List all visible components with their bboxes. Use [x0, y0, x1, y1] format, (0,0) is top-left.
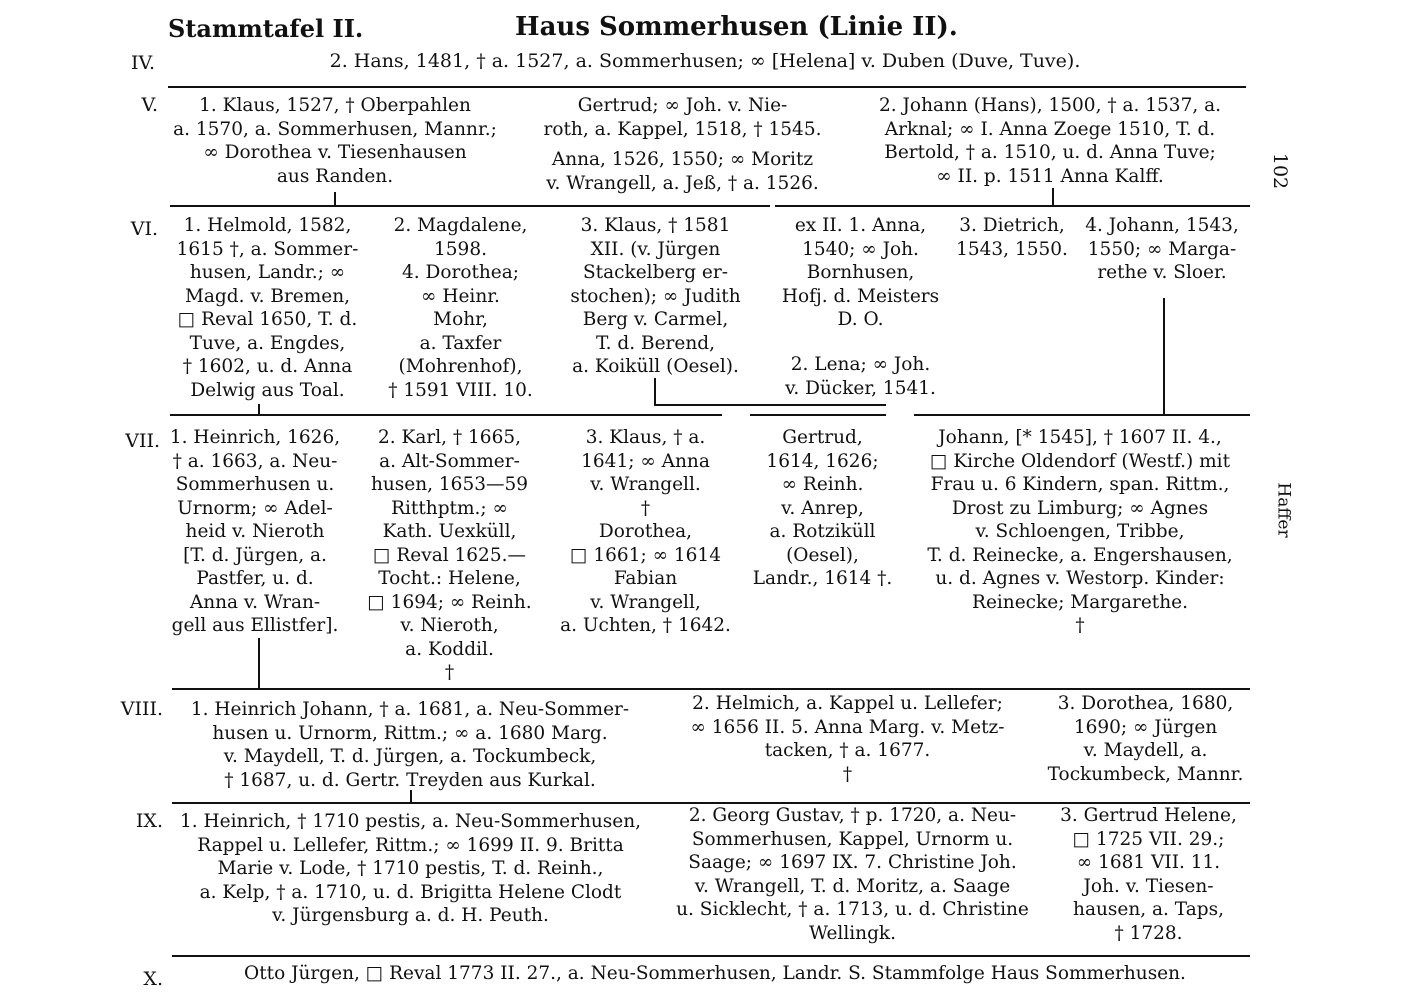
entry-ix-heinrich: 1. Heinrich, † 1710 pestis, a. Neu-Sommerhusen, Rappel u. Lellefer, Rittm.; ∞ 1699 II. 9. Britta Marie v. Lode, † 1710 pestis, T. d. Reinh., a. Kelp, † a. 1710, u. d. Brigitta Helene Clodt v. Jürgensburg a. d. H. Peuth.: [179, 811, 642, 926]
bracket-vii-heinrich: [172, 688, 1250, 690]
entry-viii-heinrich-johann: 1. Heinrich Johann, † a. 1681, a. Neu-Sommer- husen u. Urnorm, Rittm.; ∞ a. 1680 Marg. v. Maydell, T. d. Jürgen, a. Tockumbeck, † 1687, u. d. Gertr. Treyden aus Kurkal.: [190, 699, 630, 791]
bracket-v-klaus: [170, 205, 770, 207]
generation-label-iv: IV.: [131, 52, 155, 74]
entry-vi-anna: ex II. 1. Anna, 1540; ∞ Joh. Bornhusen, Hofj. d. Meisters D. O.: [781, 215, 940, 330]
entry-vii-karl: 2. Karl, † 1665, a. Alt-Sommer- husen, 1653—59 Ritthptm.; ∞ Kath. Uexküll, □ Reval 1625.— Tocht.: Helene, □ 1694; ∞ Reinh. v. Nieroth, a. Koddil. †: [367, 427, 532, 683]
entry-v-anna: Anna, 1526, 1550; ∞ Moritz v. Wrangell, a. Jeß, † a. 1526.: [546, 149, 819, 194]
connector-v-klaus: [334, 192, 336, 206]
entry-vi-lena: 2. Lena; ∞ Joh. v. Dücker, 1541.: [785, 354, 936, 399]
generation-label-ix: IX.: [135, 810, 163, 832]
bracket-vi-johann: [914, 414, 1250, 416]
entry-vi-magdalene: 2. Magdalene, 1598. 4. Dorothea; ∞ Heinr. Mohr, a. Taxfer (Mohrenhof), † 1591 VIII. 10.: [388, 215, 533, 401]
entry-iv-hans: 2. Hans, 1481, † a. 1527, a. Sommerhusen; ∞ [Helena] v. Duben (Duve, Tuve).: [329, 50, 1081, 72]
entry-vii-klaus: 3. Klaus, † a. 1641; ∞ Anna v. Wrangell. † Dorothea, □ 1661; ∞ 1614 Fabian v. Wrangell, a. Uchten, † 1642.: [560, 427, 731, 636]
generation-label-vi: VI.: [130, 218, 158, 240]
bracket-vi-helmold: [170, 414, 722, 416]
entry-vi-dietrich: 3. Dietrich, 1543, 1550.: [956, 215, 1068, 260]
entry-viii-helmich: 2. Helmich, a. Kappel u. Lellefer; ∞ 1656 II. 5. Anna Marg. v. Metz- tacken, † a. 1677. †: [690, 693, 1005, 785]
entry-vi-johann: 4. Johann, 1543, 1550; ∞ Marga- rethe v. Sloer.: [1085, 215, 1239, 283]
entry-ix-georg-gustav: 2. Georg Gustav, † p. 1720, a. Neu- Sommerhusen, Kappel, Urnorm u. Saage; ∞ 1697 IX. 7. Christine Joh. v. Wrangell, T. d. Moritz, a. Saage u. Sicklecht, † a. 1713, u. d. Christine Wellingk.: [676, 805, 1029, 944]
entry-ix-gertrud-helene: 3. Gertrud Helene, □ 1725 VII. 29.; ∞ 1681 VII. 11. Joh. v. Tiesen- hausen, a. Taps, † 1728.: [1060, 805, 1237, 944]
generation-label-viii: VIII.: [120, 698, 163, 720]
entry-v-klaus: 1. Klaus, 1527, † Oberpahlen a. 1570, a. Sommerhusen, Mannr.; ∞ Dorothea v. Tiesenhausen aus Randen.: [173, 95, 497, 187]
entry-vii-heinrich: 1. Heinrich, 1626, † a. 1663, a. Neu- Sommerhusen u. Urnorm; ∞ Adel- heid v. Nieroth [T. d. Jürgen, a. Pastfer, u. d. Anna v. Wran- gell aus Ellistfer].: [169, 427, 341, 636]
entry-v-johann: 2. Johann (Hans), 1500, † a. 1537, a. Arknal; ∞ I. Anna Zoege 1510, T. d. Bertold, † a. 1510, u. d. Anna Tuve; ∞ II. p. 1511 Anna Kalff.: [878, 95, 1222, 187]
table-label: Stammtafel II.: [168, 14, 364, 43]
connector-vii-heinrich: [258, 638, 260, 688]
generation-label-x: X.: [143, 968, 163, 990]
generation-label-vii: VII.: [125, 430, 160, 452]
bracket-vi-klaus: [654, 404, 886, 406]
connector-vi-klaus: [654, 378, 656, 404]
entry-v-gertrud: Gertrud; ∞ Joh. v. Nie- roth, a. Kappel, 1518, † 1545.: [543, 95, 822, 140]
entry-viii-dorothea: 3. Dorothea, 1680, 1690; ∞ Jürgen v. Maydell, a. Tockumbeck, Mannr.: [1047, 693, 1244, 785]
page-title: Haus Sommerhusen (Linie II).: [515, 12, 958, 42]
connector-viii-heinrich-johann: [410, 790, 412, 802]
entry-vi-klaus: 3. Klaus, † 1581 XII. (v. Jürgen Stackelberg er- stochen); ∞ Judith Berg v. Carmel, T. d. Berend, a. Koiküll (Oesel).: [570, 215, 741, 377]
connector-v-johann: [1052, 188, 1054, 206]
entry-vi-helmold: 1. Helmold, 1582, 1615 †, a. Sommer- husen, Landr.; ∞ Magd. v. Bremen, □ Reval 1650, T. d. Tuve, a. Engdes, † 1602, u. d. Anna Delwig aus Toal.: [176, 215, 359, 401]
bracket-ix: [172, 955, 1250, 957]
entry-vii-johann: Johann, [* 1545], † 1607 II. 4., □ Kirche Oldendorf (Westf.) mit Frau u. 6 Kindern, span. Rittm., Drost zu Limburg; ∞ Agnes v. Schloengen, Tribbe, T. d. Reinecke, a. Engershausen, u. d. Agnes v. Westorp. Kinder: Reinecke; Margarethe. †: [927, 427, 1233, 636]
page-number: 102: [1269, 152, 1292, 190]
connector-vi-johann: [1163, 298, 1165, 414]
entry-x-otto: Otto Jürgen, □ Reval 1773 II. 27., a. Neu-Sommerhusen, Landr. S. Stammfolge Haus Sommerhusen.: [244, 963, 1186, 984]
bracket-v-johann: [775, 205, 1250, 207]
bracket-vi-klaus-children: [750, 414, 886, 416]
bracket-iv: [168, 86, 1246, 88]
entry-vii-gertrud: Gertrud, 1614, 1626; ∞ Reinh. v. Anrep, a. Rotziküll (Oesel), Landr., 1614 †.: [752, 427, 893, 589]
generation-label-v: V.: [141, 94, 158, 116]
side-label: Haffer: [1273, 482, 1294, 538]
connector-vi-helmold: [258, 404, 260, 414]
